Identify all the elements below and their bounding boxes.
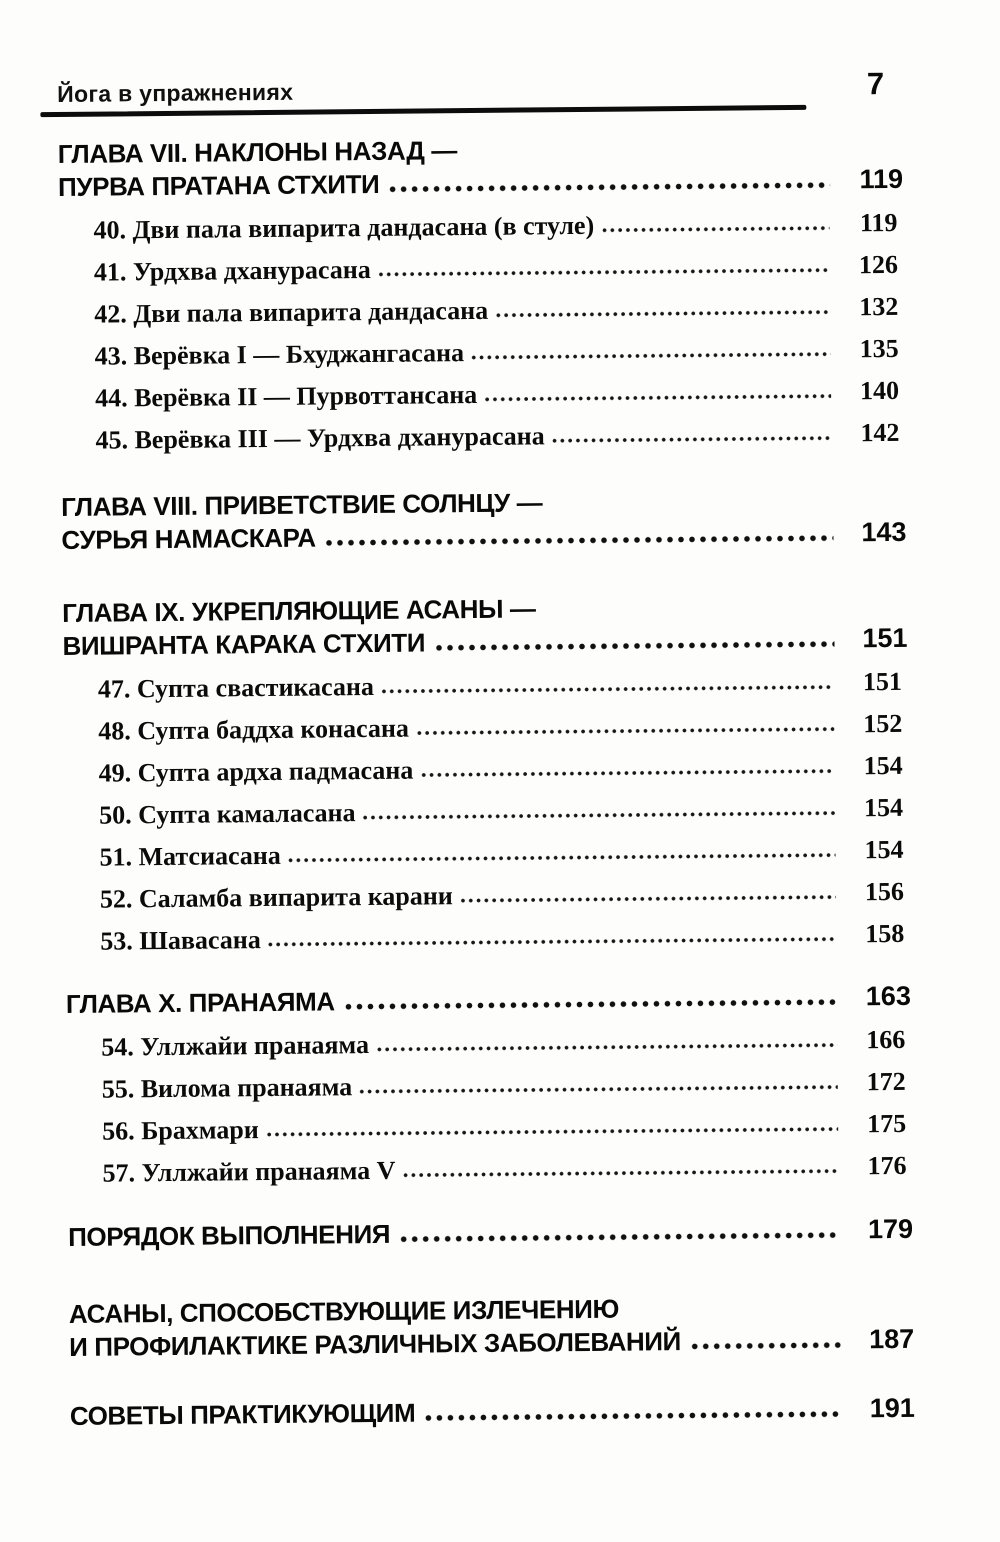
toc-item-list: [58, 208, 905, 456]
dot-leader: [363, 810, 836, 822]
chapter-heading-line-1: СОВЕТЫ ПРАКТИКУЮЩИМ: [69, 1397, 416, 1431]
dot-leader: [344, 998, 838, 1012]
dot-leader: [471, 351, 831, 361]
toc-item-label: 55. Вилома пранаяма: [101, 1072, 353, 1104]
toc-section-chapter-10: [66, 980, 913, 1189]
dot-leader: [484, 393, 831, 403]
dot-leader: [420, 768, 834, 779]
toc-item: [98, 667, 908, 705]
toc-item-label: 45. Верёвка III — Урдхва дханурасана: [95, 421, 545, 455]
toc-item-label: 48. Супта баддха конасана: [98, 713, 410, 746]
chapter-heading-row: [69, 1323, 914, 1364]
chapter-heading-row: [61, 516, 906, 557]
item-page-number: 156: [864, 876, 905, 907]
item-page-number: 152: [863, 708, 903, 739]
toc-section-sovety: [70, 1392, 915, 1433]
chapter-heading-row: [62, 622, 907, 663]
toc-item-label: 52. Саламба випарита карани: [99, 881, 453, 914]
dot-leader: [268, 936, 837, 948]
toc-item: [98, 709, 908, 747]
toc-item-label: 40. Дви пала випарита дандасана (в стуле): [93, 210, 595, 245]
dot-leader: [690, 1341, 841, 1351]
chapter-heading-row: [70, 1392, 915, 1433]
toc-item: [93, 208, 903, 246]
chapter-heading-row: [68, 1213, 913, 1254]
item-page-number: 154: [863, 750, 903, 781]
dot-leader: [359, 1084, 838, 1096]
chapter-page-number: 179: [867, 1213, 914, 1245]
chapter-page-number: 151: [862, 622, 908, 654]
item-page-number: 154: [864, 834, 904, 865]
toc-item: [102, 1151, 912, 1189]
toc-content: [57, 66, 915, 1433]
dot-leader: [376, 1042, 837, 1053]
chapter-page-number: 163: [865, 980, 912, 1012]
item-page-number: 140: [859, 375, 900, 406]
toc-section-chapter-9: [62, 589, 910, 957]
running-header-row: [57, 66, 902, 110]
chapter-heading-line-1: АСАНЫ, СПОСОБСТВУЮЩИЕ ИЗЛЕЧЕНИЮ: [68, 1293, 620, 1329]
dot-leader: [552, 435, 832, 445]
toc-item: [100, 919, 910, 957]
dot-leader: [378, 267, 830, 278]
toc-section-chapter-8: [61, 483, 907, 557]
item-page-number: 132: [859, 291, 899, 322]
item-page-number: 119: [859, 207, 898, 238]
chapter-heading-line-1: ПОРЯДОК ВЫПОЛНЕНИЯ: [68, 1218, 391, 1252]
toc-item-label: 54. Уллжайи пранаяма: [101, 1030, 370, 1062]
toc-section-asany: [69, 1290, 915, 1364]
chapter-heading-line-2: ВИШРАНТА КАРАКА СТХИТИ: [62, 627, 426, 661]
dot-leader: [399, 1231, 840, 1244]
item-page-number: 154: [863, 792, 904, 823]
chapter-heading-line-1: ГЛАВА IX. УКРЕПЛЯЮЩИЕ АСАНЫ —: [62, 593, 536, 628]
toc-item-label: 41. Урдхва дханурасана: [93, 254, 371, 287]
dot-leader: [325, 534, 834, 548]
chapter-page-number: 191: [869, 1392, 915, 1424]
chapter-heading-line-2: И ПРОФИЛАКТИКЕ РАЗЛИЧНЫХ ЗАБОЛЕВАНИЙ: [69, 1326, 681, 1362]
dot-leader: [402, 1168, 838, 1179]
item-page-number: 142: [860, 417, 900, 448]
toc-item-list: [66, 1025, 912, 1189]
item-page-number: 158: [865, 918, 905, 949]
dot-leader: [460, 894, 836, 905]
toc-item: [95, 418, 905, 456]
item-page-number: 175: [866, 1108, 907, 1139]
toc-item: [95, 376, 905, 414]
toc-item: [99, 751, 909, 789]
dot-leader: [416, 726, 834, 737]
toc-item-label: 44. Верёвка II — Пурвоттансана: [94, 379, 478, 413]
toc-item: [102, 1067, 912, 1105]
toc-section-poryadok: [68, 1213, 913, 1254]
chapter-heading-line-2: ПУРВА ПРАТАНА СТХИТИ: [57, 168, 380, 202]
chapter-heading-line-1: ГЛАВА X. ПРАНАЯМА: [65, 986, 335, 1019]
toc-item: [94, 292, 904, 330]
toc-item-label: 51. Матсиасана: [99, 840, 281, 872]
chapter-heading-line-2: СУРЬЯ НАМАСКАРА: [61, 522, 316, 555]
chapter-page-number: 119: [859, 163, 904, 195]
item-page-number: 126: [858, 249, 899, 280]
item-page-number: 176: [867, 1150, 907, 1181]
dot-leader: [288, 852, 836, 864]
chapter-heading-row: [58, 163, 903, 204]
toc-item-label: 56. Брахмари: [102, 1115, 259, 1146]
chapter-page-number: 143: [861, 516, 907, 548]
running-header-title: Йога в упражнениях: [57, 78, 294, 107]
toc-item-label: 47. Супта свастикасана: [97, 671, 375, 704]
toc-item: [99, 793, 909, 831]
dot-leader: [601, 225, 829, 234]
dot-leader: [388, 181, 830, 194]
toc-item: [102, 1109, 912, 1147]
dot-leader: [266, 1126, 838, 1138]
chapter-heading-line-1: ГЛАВА VIII. ПРИВЕТСТВИЕ СОЛНЦУ —: [61, 487, 543, 522]
chapter-heading-row: [66, 980, 911, 1021]
chapter-heading-line-1: ГЛАВА VII. НАКЛОНЫ НАЗАД —: [57, 135, 458, 169]
toc-item: [100, 877, 910, 915]
dot-leader: [424, 1410, 842, 1423]
toc-item: [99, 835, 909, 873]
item-page-number: 151: [862, 666, 903, 697]
toc-item-label: 49. Супта ардха падмасана: [98, 755, 414, 788]
toc-item: [101, 1025, 911, 1063]
item-page-number: 172: [866, 1066, 906, 1097]
chapter-page-number: 187: [868, 1323, 915, 1355]
page-number: 7: [866, 66, 885, 102]
toc-item: [95, 334, 905, 372]
toc-item-label: 50. Супта камаласана: [98, 798, 356, 830]
toc-item-label: 53. Шавасана: [100, 925, 261, 956]
item-page-number: 166: [866, 1024, 906, 1055]
dot-leader: [434, 640, 834, 653]
toc-section-chapter-7: [58, 130, 906, 456]
dot-leader: [495, 309, 830, 319]
toc-item-list: [63, 667, 911, 957]
toc-item-label: 43. Верёвка I — Бхуджангасана: [94, 338, 465, 371]
toc-item: [94, 250, 904, 288]
dot-leader: [381, 684, 834, 695]
toc-item-label: 42. Дви пала випарита дандасана: [94, 295, 489, 329]
item-page-number: 135: [859, 333, 899, 364]
toc-item-label: 57. Уллжайи пранаяма V: [102, 1155, 396, 1188]
